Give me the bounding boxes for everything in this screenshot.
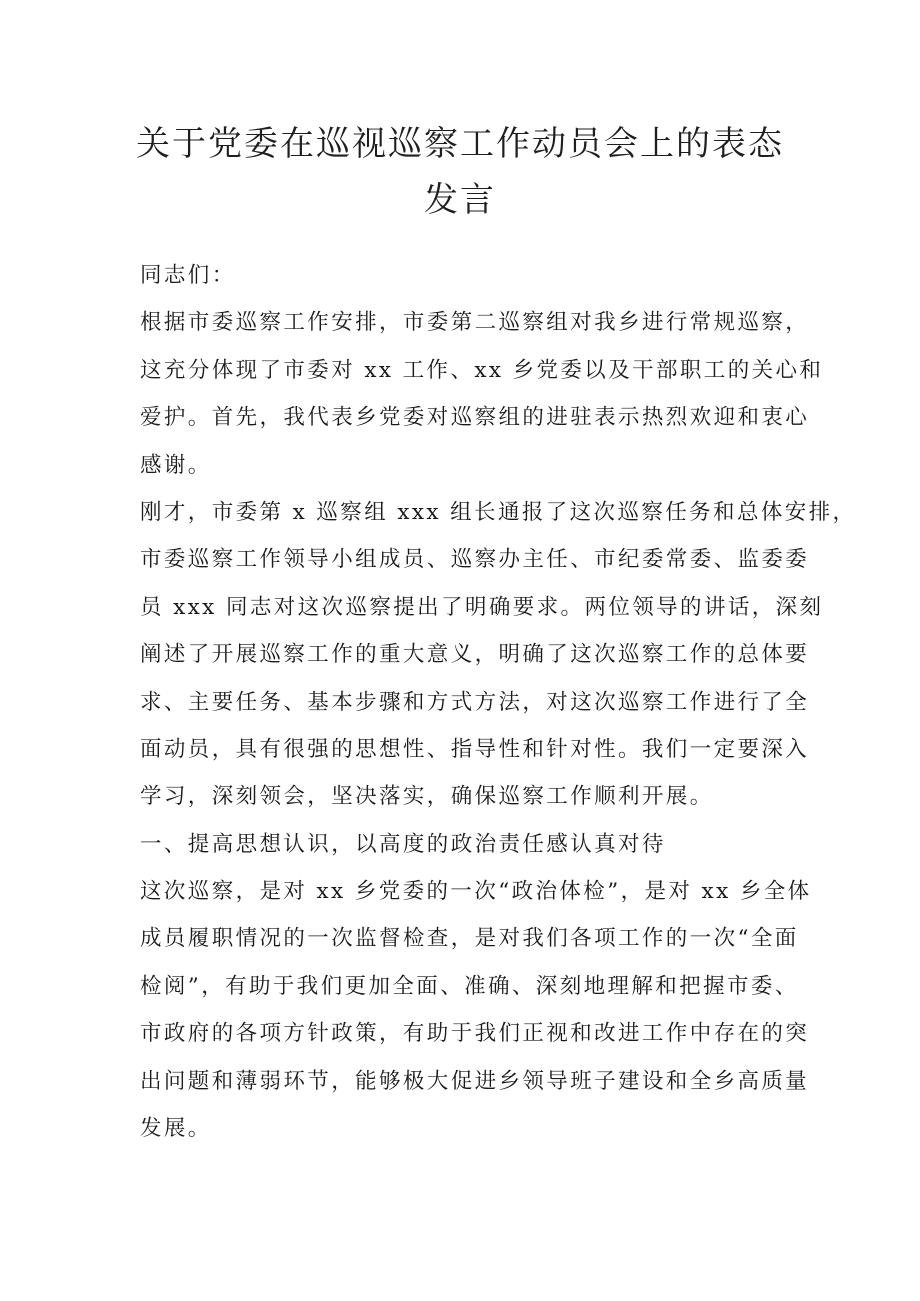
paragraph-line: 发展。 bbox=[140, 1116, 212, 1142]
paragraph-line: 市政府的各项方针政策，有助于我们正视和改进工作中存在的突 bbox=[140, 1021, 810, 1047]
paragraph-line: 检阅”，有助于我们更加全面、准确、深刻地理解和把握市委、 bbox=[140, 973, 799, 999]
paragraph-line: 这充分体现了市委对 xx 工作、xx 乡党委以及干部职工的关心和 bbox=[140, 357, 824, 383]
paragraph-line: 刚才，市委第 x 巡察组 xxx 组长通报了这次巡察任务和总体安排， bbox=[140, 499, 857, 525]
document-title bbox=[120, 116, 800, 228]
salutation: 同志们： bbox=[140, 263, 236, 288]
paragraph-line: 根据市委巡察工作安排，市委第二巡察组对我乡进行常规巡察， bbox=[140, 310, 810, 336]
paragraph-line: 学习，深刻领会，坚决落实，确保巡察工作顺利开展。 bbox=[140, 784, 714, 810]
paragraph-line: 市委巡察工作领导小组成员、巡察办主任、市纪委常委、监委委 bbox=[140, 547, 810, 573]
title-line-1: 关于党委在巡视巡察工作动员会上的表态 bbox=[136, 124, 784, 164]
paragraph-line: 求、主要任务、基本步骤和方式方法，对这次巡察工作进行了全 bbox=[140, 689, 810, 715]
paragraph-line: 感谢。 bbox=[140, 452, 212, 478]
document-body bbox=[140, 252, 857, 1152]
section-heading: 一、提高思想认识，以高度的政治责任感认真对待 bbox=[140, 831, 666, 857]
paragraph-line: 面动员，具有很强的思想性、指导性和针对性。我们一定要深入 bbox=[140, 736, 810, 762]
paragraph-line: 成员履职情况的一次监督检查，是对我们各项工作的一次“全面 bbox=[140, 926, 799, 952]
paragraph-line: 员 xxx 同志对这次巡察提出了明确要求。两位领导的讲话，深刻 bbox=[140, 594, 824, 620]
paragraph-line: 爱护。首先，我代表乡党委对巡察组的进驻表示热烈欢迎和衷心 bbox=[140, 405, 810, 431]
paragraph-line: 阐述了开展巡察工作的重大意义，明确了这次巡察工作的总体要 bbox=[140, 642, 810, 668]
paragraph-line: 出问题和薄弱环节，能够极大促进乡领导班子建设和全乡高质量 bbox=[140, 1068, 810, 1094]
paragraph-line: 这次巡察，是对 xx 乡党委的一次“政治体检”，是对 xx 乡全体 bbox=[140, 879, 812, 905]
title-line-2: 发言 bbox=[424, 180, 496, 220]
